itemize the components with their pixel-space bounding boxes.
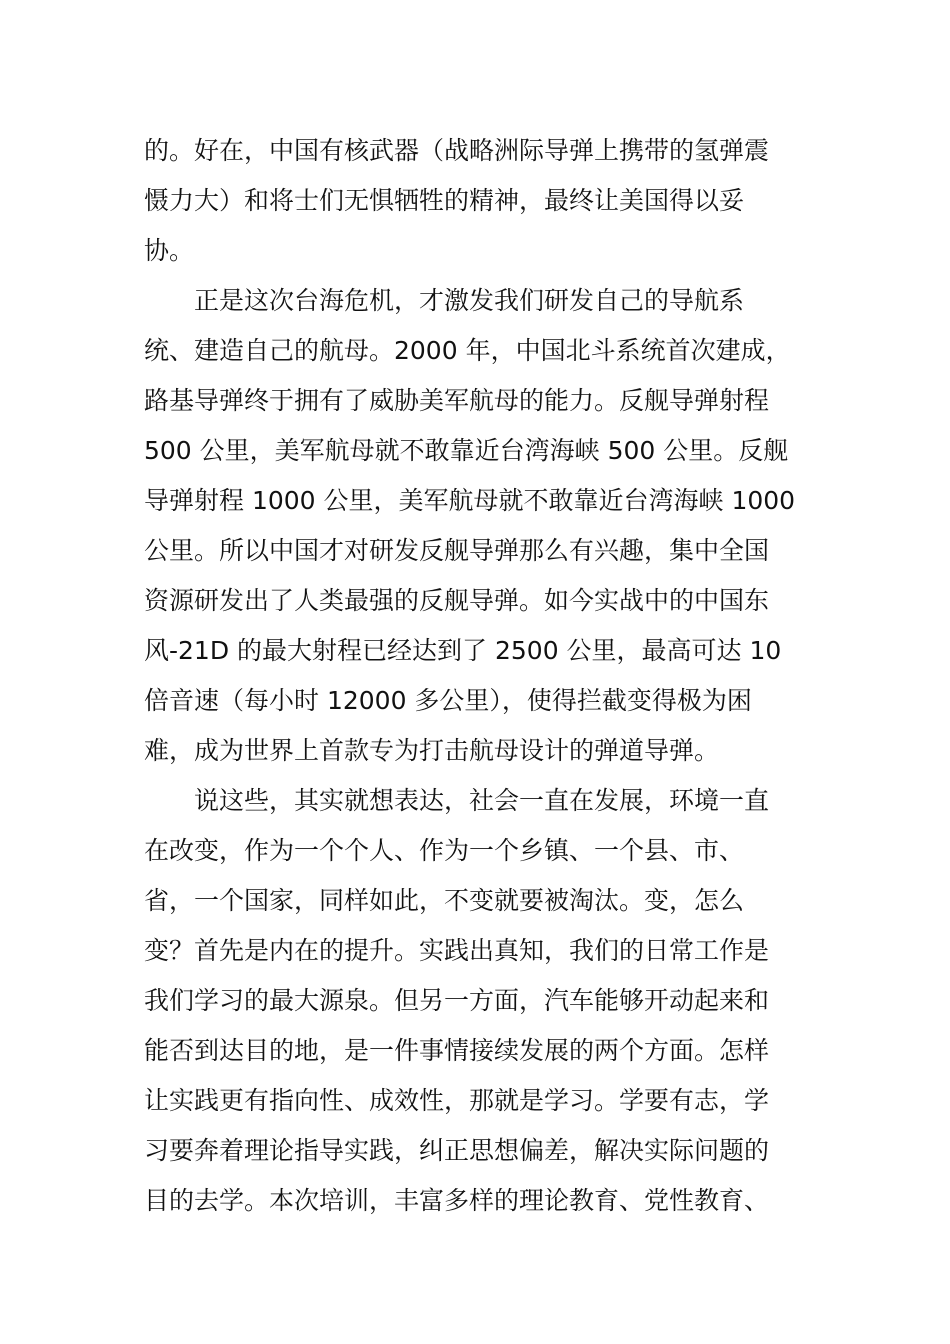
text-line: 倍音速（每小时 12000 多公里），使得拦截变得极为困 [144, 686, 752, 715]
text-line: 公里。所以中国才对研发反舰导弹那么有兴趣，集中全国 [144, 536, 770, 565]
text-line: 我们学习的最大源泉。但另一方面，汽车能够开动起来和 [144, 986, 770, 1015]
text-line: 资源研发出了人类最强的反舰导弹。如今实战中的中国东 [144, 586, 770, 615]
text-line: 路基导弹终于拥有了威胁美军航母的能力。反舰导弹射程 [144, 386, 770, 415]
text-line: 500 公里，美军航母就不敢靠近台湾海峡 500 公里。反舰 [144, 436, 789, 465]
text-line: 让实践更有指向性、成效性，那就是学习。学要有志，学 [144, 1086, 770, 1115]
text-line: 统、建造自己的航母。2000 年，中国北斗系统首次建成， [144, 336, 791, 365]
text-line: 习要奔着理论指导实践，纠正思想偏差，解决实际问题的 [144, 1136, 770, 1165]
text-line: 目的去学。本次培训，丰富多样的理论教育、党性教育、 [144, 1186, 770, 1215]
text-line: 能否到达目的地，是一件事情接续发展的两个方面。怎样 [144, 1036, 770, 1065]
paragraph-start-line: 正是这次台海危机，才激发我们研发自己的导航系 [144, 286, 745, 315]
text-line: 协。 [144, 236, 195, 265]
paragraph-start-line: 说这些，其实就想表达，社会一直在发展，环境一直 [144, 786, 770, 815]
text-line: 省，一个国家，同样如此，不变就要被淘汰。变，怎么 [144, 886, 745, 915]
text-line: 风-21D 的最大射程已经达到了 2500 公里，最高可达 10 [144, 636, 782, 665]
text-line: 慑力大）和将士们无惧牺牲的精神，最终让美国得以妥 [144, 186, 745, 215]
text-line: 的。好在，中国有核武器（战略洲际导弹上携带的氢弹震 [144, 136, 770, 165]
text-line: 变？首先是内在的提升。实践出真知，我们的日常工作是 [144, 936, 770, 965]
text-line: 导弹射程 1000 公里，美军航母就不敢靠近台湾海峡 1000 [144, 486, 796, 515]
text-line: 在改变，作为一个个人、作为一个乡镇、一个县、市、 [144, 836, 745, 865]
text-line: 难，成为世界上首款专为打击航母设计的弹道导弹。 [144, 736, 720, 765]
